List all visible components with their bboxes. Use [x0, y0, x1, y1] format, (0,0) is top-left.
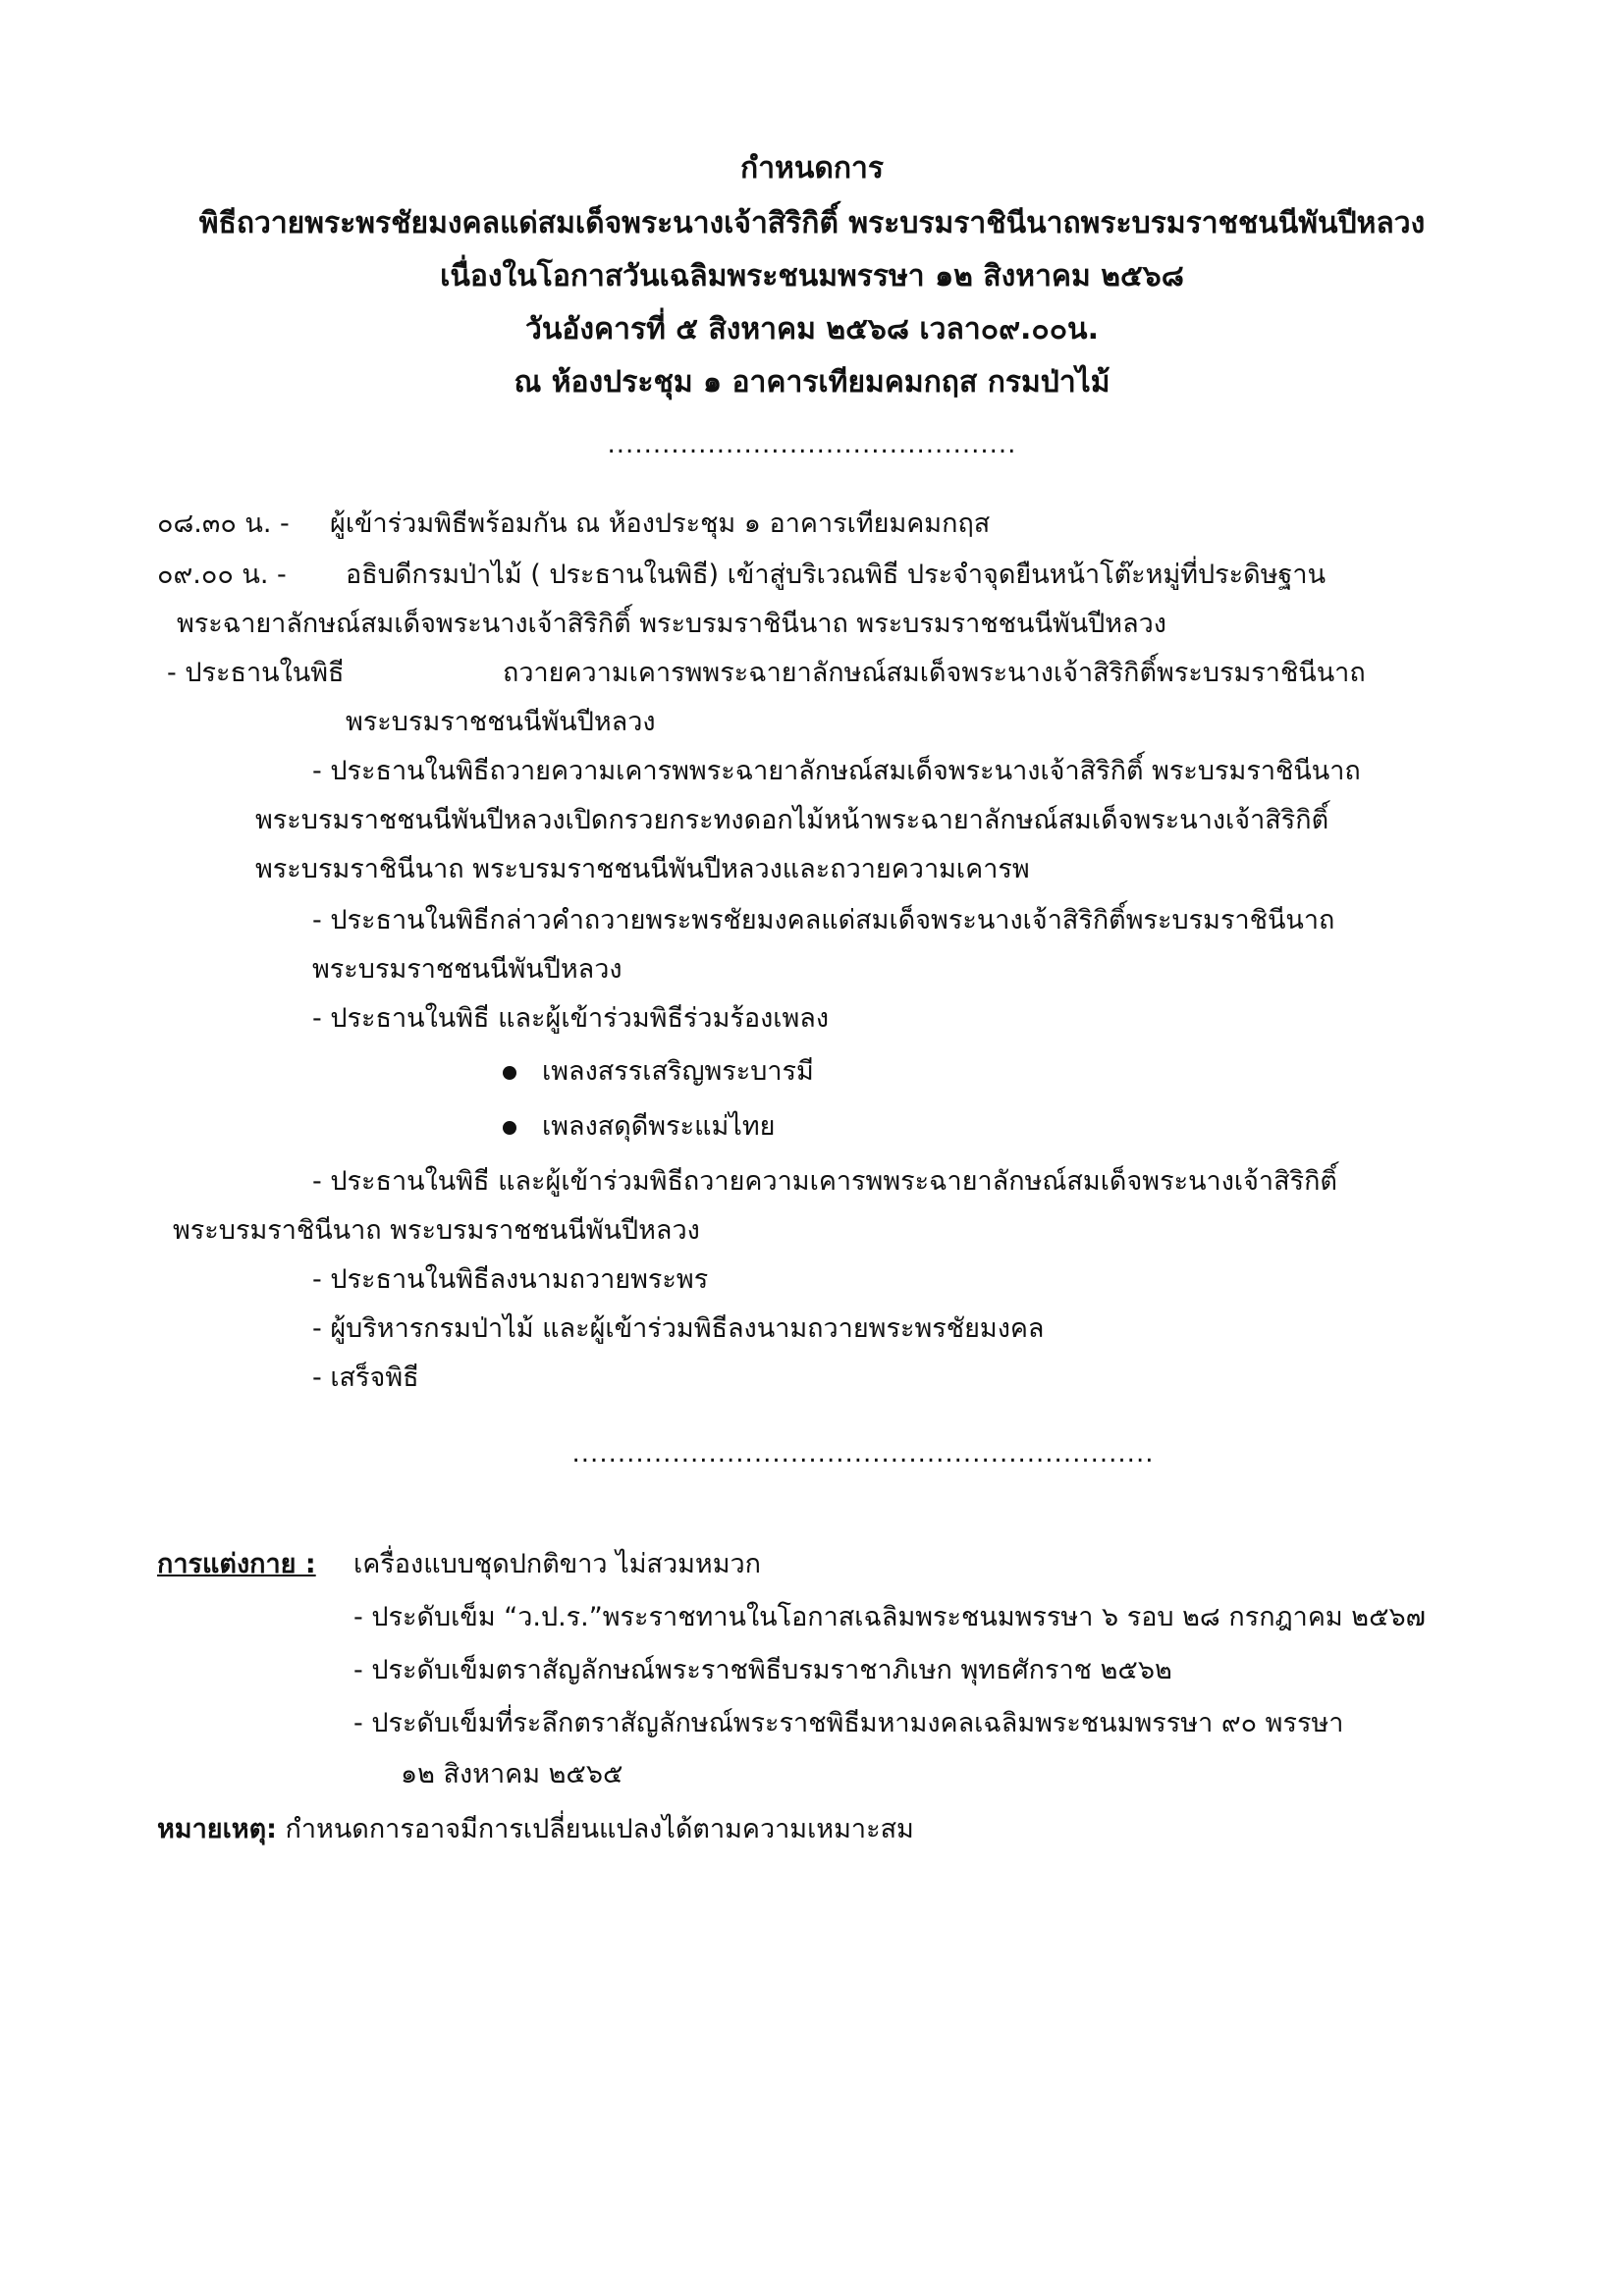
schedule-time-2: ๐๙.๐๐ น. - [157, 560, 287, 590]
ceremony-title: พิธีถวายพระพรชัยมงคลแด่สมเด็จพระนางเจ้าสิริกิติ์ พระบรมราชินีนาถพระบรมราชชนนีพันปีหลวง [198, 206, 1426, 240]
schedule-text-5-line1: - ประธานในพิธีกล่าวคำถวายพระพรชัยมงคลแด่สมเด็จพระนางเจ้าสิริกิติ์พระบรมราชินีนาถ [312, 905, 1335, 935]
schedule-text-8: - ประธานในพิธีลงนามถวายพระพร [312, 1264, 709, 1295]
schedule-text-7-line2: พระบรมราชินีนาถ พระบรมราชชนนีพันปีหลวง [173, 1215, 700, 1246]
schedule-text-4-line2: พระบรมราชชนนีพันปีหลวงเปิดกรวยกระทงดอกไม้หน้าพระฉายาลักษณ์สมเด็จพระนางเจ้าสิริกิติ์ [255, 805, 1329, 835]
dress-code-label: การแต่งกาย : [157, 1549, 316, 1579]
schedule-text-6: - ประธานในพิธี และผู้เข้าร่วมพิธีร่วมร้องเพลง [312, 1003, 830, 1034]
schedule-label-3: - ประธานในพิธี [167, 658, 345, 688]
schedule-text-9: - ผู้บริหารกรมป่าไม้ และผู้เข้าร่วมพิธีลงนามถวายพระพรชัยมงคล [312, 1313, 1045, 1344]
venue-line: ณ ห้องประชุม ๑ อาคารเทียมคมกฤส กรมป่าไม้ [514, 365, 1110, 400]
dress-item-3-line1: - ประดับเข็มที่ระลึกตราสัญลักษณ์พระราชพิธีมหามงคลเฉลิมพระชนมพรรษา ๙๐ พรรษา [353, 1708, 1344, 1738]
note-label: หมายเหตุ: [157, 1814, 277, 1844]
schedule-text-7-line1: - ประธานในพิธี และผู้เข้าร่วมพิธีถวายความเคารพพระฉายาลักษณ์สมเด็จพระนางเจ้าสิริกิติ์ [312, 1166, 1337, 1197]
schedule-text-2-cont: พระฉายาลักษณ์สมเด็จพระนางเจ้าสิริกิติ์ พระบรมราชินีนาถ พระบรมราชชนนีพันปีหลวง [177, 609, 1166, 639]
schedule-text-2: อธิบดีกรมป่าไม้ ( ประธานในพิธี) เข้าสู่บริเวณพิธี ประจำจุดยืนหน้าโต๊ะหมู่ที่ประดิษฐาน [346, 560, 1326, 590]
occasion-line: เนื่องในโอกาสวันเฉลิมพระชนมพรรษา ๑๒ สิงหาคม ๒๕๖๘ [440, 259, 1184, 294]
bullet-icon [503, 1121, 516, 1135]
dress-code-text: เครื่องแบบชุดปกติขาว ไม่สวมหมวก [353, 1549, 762, 1579]
header-separator: ............................................. [607, 430, 1017, 459]
note-text: กำหนดการอาจมีการเปลี่ยนแปลงได้ตามความเหมาะสม [276, 1814, 914, 1844]
dress-item-2: - ประดับเข็มตราสัญลักษณ์พระราชพิธีบรมราชาภิเษก พุทธศักราช ๒๕๖๒ [353, 1655, 1172, 1685]
date-time-line: วันอังคารที่ ๕ สิงหาคม ๒๕๖๘ เวลา๐๙.๐๐น. [525, 312, 1099, 347]
dress-item-1: - ประดับเข็ม “ว.ป.ร.”พระราชทานในโอกาสเฉลิมพระชนมพรรษา ๖ รอบ ๒๘ กรกฎาคม ๒๕๖๗ [353, 1602, 1426, 1632]
schedule-text-3-cont: พระบรมราชชนนีพันปีหลวง [346, 707, 656, 737]
schedule-text-10: - เสร็จพิธี [312, 1362, 419, 1393]
song-item-1: เพลงสรรเสริญพระบารมี [542, 1056, 814, 1087]
bullet-icon [503, 1066, 516, 1080]
schedule-text-4-line1: - ประธานในพิธีถวายความเคารพพระฉายาลักษณ์สมเด็จพระนางเจ้าสิริกิติ์ พระบรมราชินีนาถ [312, 756, 1361, 786]
song-item-2: เพลงสดุดีพระแม่ไทย [542, 1111, 776, 1142]
schedule-text-3: ถวายความเคารพพระฉายาลักษณ์สมเด็จพระนางเจ้าสิริกิติ์พระบรมราชินีนาถ [503, 658, 1366, 688]
schedule-text-4-line3: พระบรมราชินีนาถ พระบรมราชชนนีพันปีหลวงและถวายความเคารพ [255, 854, 1030, 884]
schedule-time-1: ๐๘.๓๐ น. - [157, 508, 290, 539]
schedule-text-1: ผู้เข้าร่วมพิธีพร้อมกัน ณ ห้องประชุม ๑ อาคารเทียมคมกฤส [330, 508, 991, 539]
dress-item-3-line2: ๑๒ สิงหาคม ๒๕๖๕ [401, 1759, 623, 1789]
note [157, 1812, 914, 1847]
schedule-text-5-line2: พระบรมราชชนนีพันปีหลวง [312, 954, 623, 985]
doc-title: กำหนดการ [740, 151, 884, 186]
schedule-separator: ................................................................ [571, 1439, 1155, 1468]
